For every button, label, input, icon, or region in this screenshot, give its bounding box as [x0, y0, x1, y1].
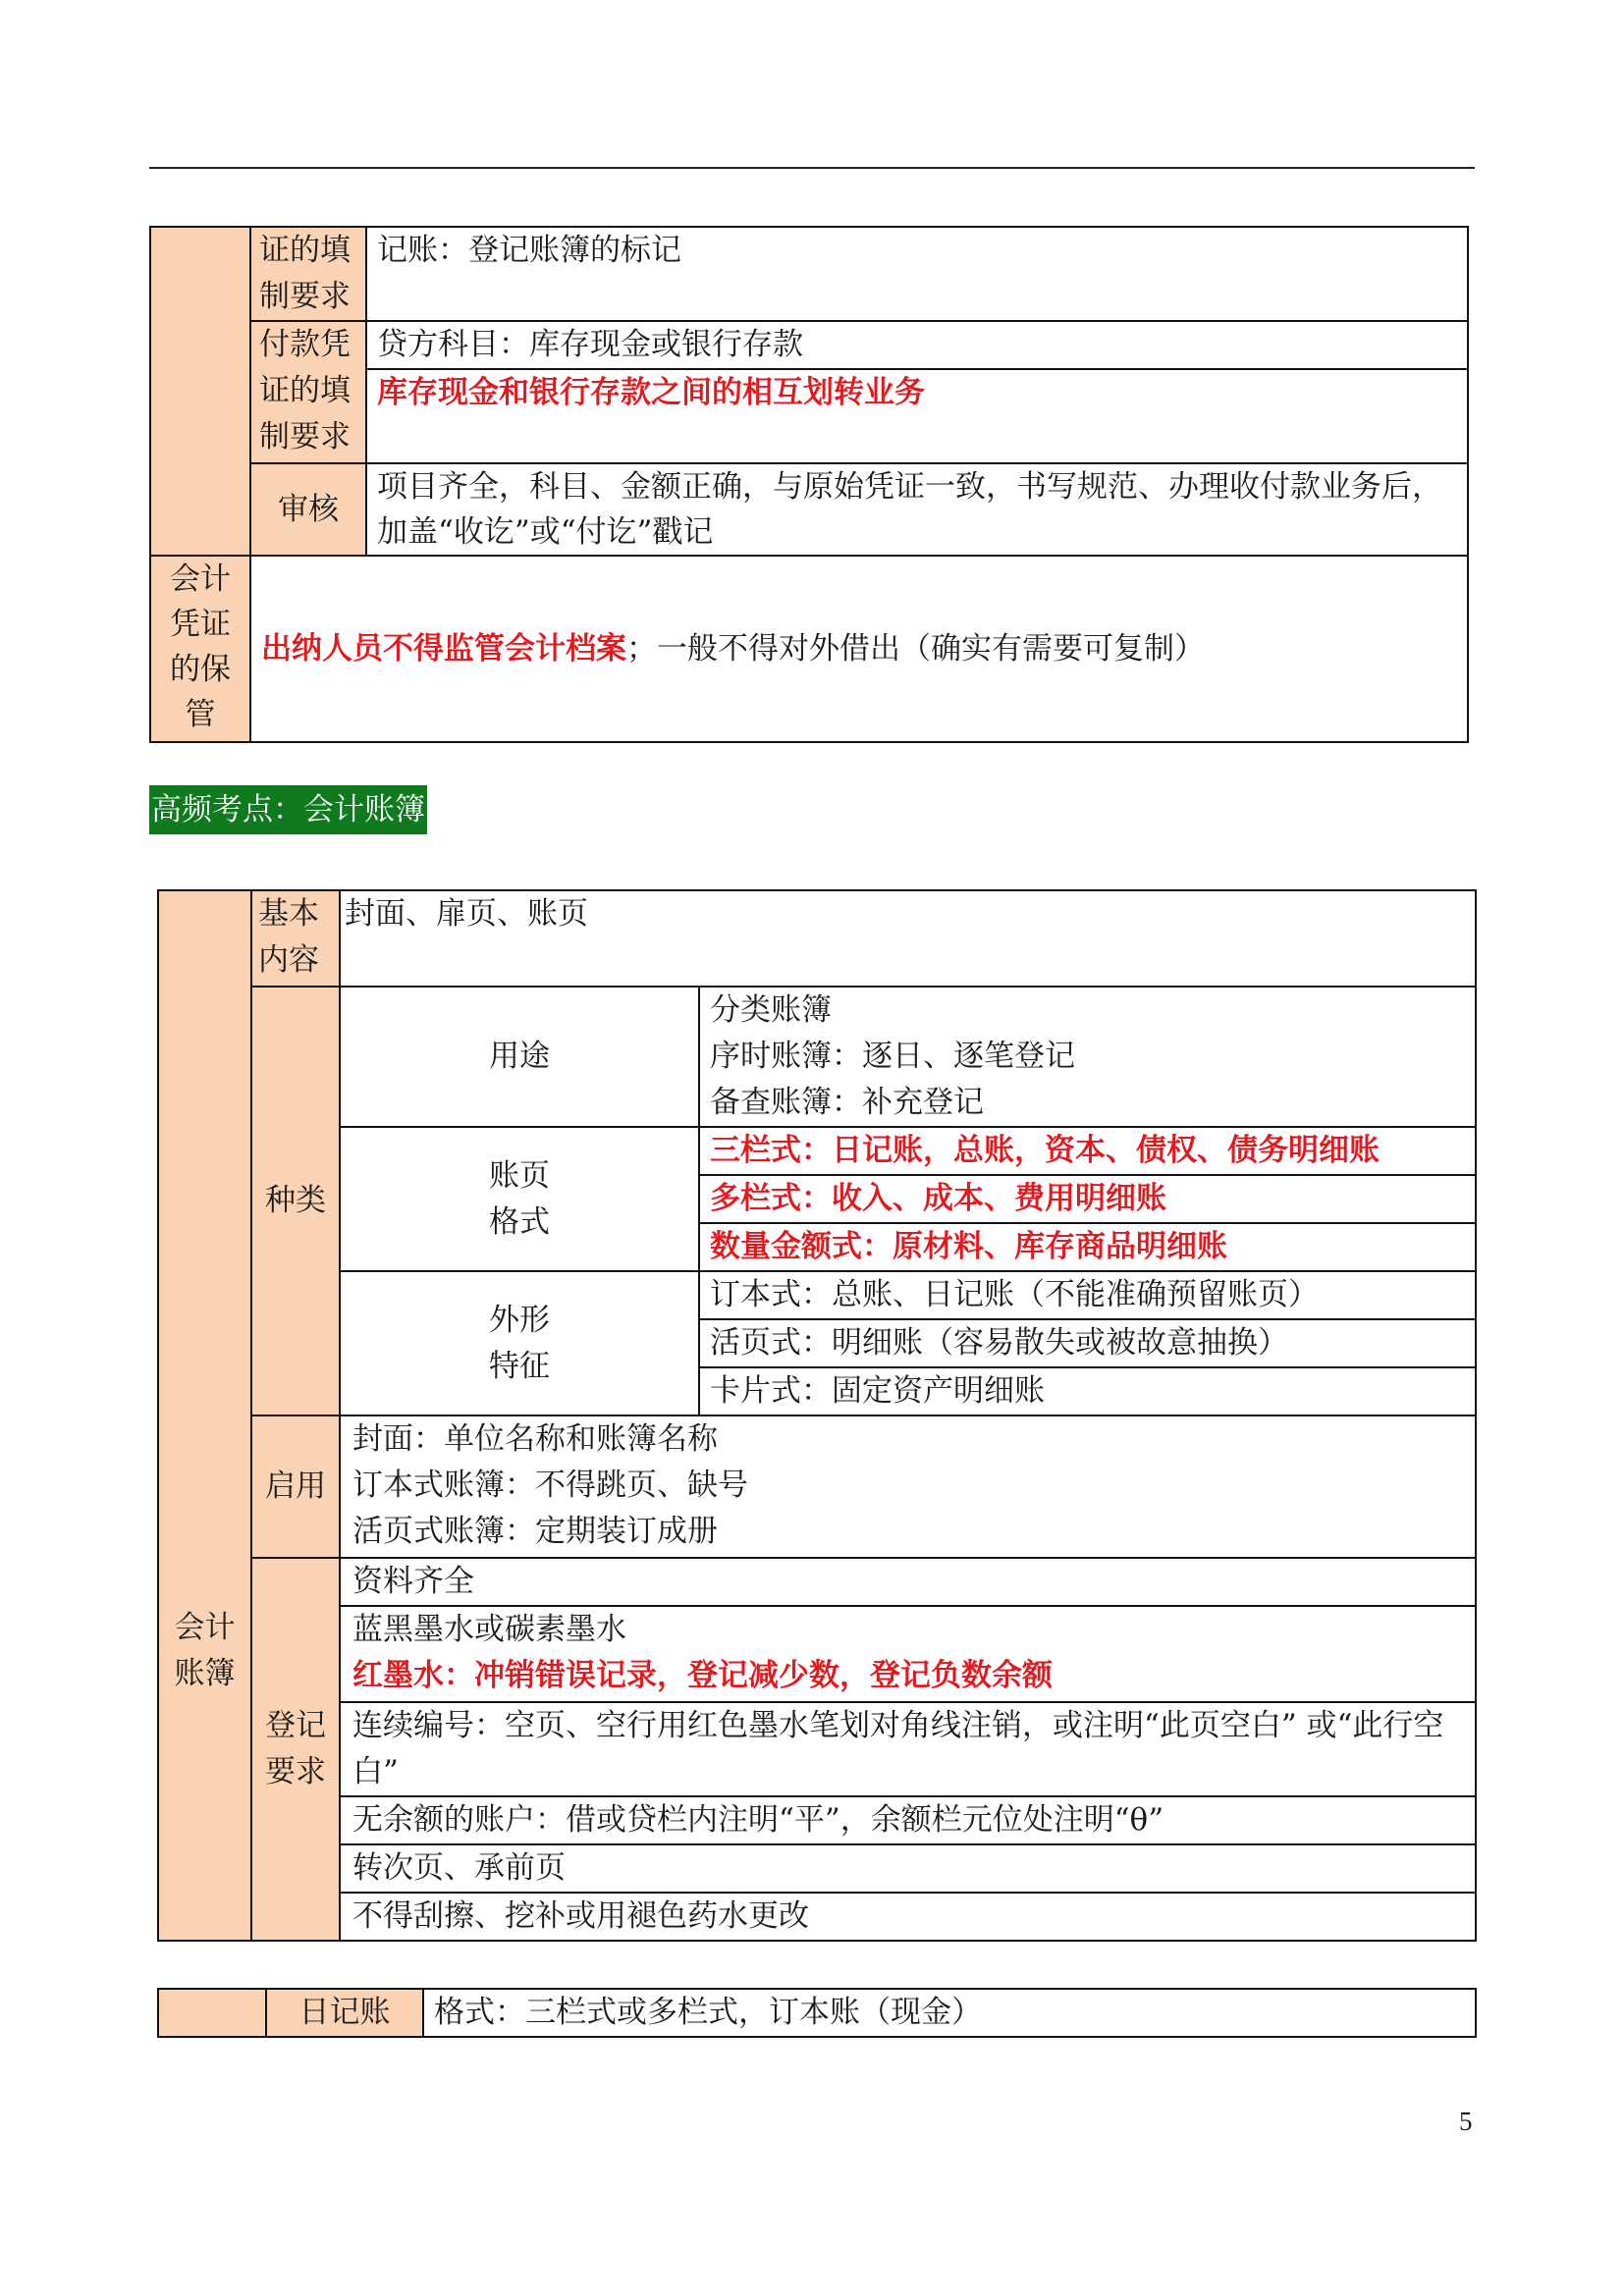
- voucher-storage-content: 出纳人员不得监管会计档案；一般不得对外借出（确实有需要可复制）: [250, 556, 1468, 742]
- audit-label: 审核: [250, 463, 366, 556]
- usage-item: 备查账簿：补充登记: [710, 1085, 984, 1120]
- usage-item: 分类账簿: [710, 992, 832, 1028]
- enable-items: [340, 1415, 1476, 1558]
- payment-voucher-credit: 贷方科目：库存现金或银行存款: [366, 321, 1468, 369]
- usage-item: 序时账簿：逐日、逐笔登记: [710, 1039, 1075, 1074]
- journal-label: 日记账: [266, 1989, 423, 2037]
- format-item: 数量金额式：原材料、库存商品明细账: [699, 1223, 1476, 1271]
- basic-content-value: 封面、扉页、账页: [340, 890, 1476, 987]
- receipt-voucher-content: 记账：登记账簿的标记: [366, 227, 1468, 321]
- ledger-table: [157, 889, 1477, 1942]
- voucher-table: [149, 226, 1469, 743]
- usage-label: 用途: [340, 987, 699, 1127]
- voucher-main-label-cell: [150, 227, 250, 556]
- voucher-storage-label: 会计 凭证 的保 管: [150, 556, 250, 742]
- record-item-ink: 蓝黑墨水或碳素墨水 红墨水：冲销错误记录，登记减少数，登记负数余额: [340, 1606, 1476, 1702]
- basic-content-label: 基本 内容: [251, 890, 340, 987]
- journal-blank-cell: [158, 1989, 266, 2037]
- journal-content: 格式：三栏式或多栏式，订本账（现金）: [423, 1989, 1476, 2037]
- ledger-main-label: 会计 账簿: [158, 890, 251, 1941]
- page-number: 5: [1459, 2107, 1473, 2136]
- payment-voucher-label: 付款凭 证的填 制要求: [250, 321, 366, 463]
- journal-table: [157, 1988, 1477, 2038]
- enable-label: 启用: [251, 1415, 340, 1558]
- audit-content: 项目齐全，科目、金额正确，与原始凭证一致，书写规范、办理收付款业务后，加盖“收讫”或“付讫”戳记: [366, 463, 1468, 556]
- appearance-item: 订本式：总账、日记账（不能准确预留账页）: [699, 1271, 1476, 1319]
- record-label: 登记 要求: [251, 1558, 340, 1941]
- appearance-label: 外形 特征: [340, 1271, 699, 1415]
- record-item: 连续编号：空页、空行用红色墨水笔划对角线注销，或注明“此页空白” 或“此行空白”: [340, 1702, 1476, 1796]
- format-item: 多栏式：收入、成本、费用明细账: [699, 1175, 1476, 1223]
- format-item: 三栏式：日记账，总账，资本、债权、债务明细账: [699, 1127, 1476, 1175]
- payment-voucher-transfer: 库存现金和银行存款之间的相互划转业务: [366, 369, 1468, 463]
- enable-item: 订本式账簿：不得跳页、缺号: [352, 1468, 748, 1503]
- record-item: 转次页、承前页: [340, 1844, 1476, 1893]
- record-item: 资料齐全: [340, 1558, 1476, 1606]
- record-item: 无余额的账户：借或贷栏内注明“平”，余额栏元位处注明“θ”: [340, 1796, 1476, 1844]
- record-item: 不得刮擦、挖补或用褪色药水更改: [340, 1893, 1476, 1941]
- types-label: 种类: [251, 987, 340, 1415]
- appearance-item: 活页式：明细账（容易散失或被故意抽换）: [699, 1319, 1476, 1367]
- enable-item: 活页式账簿：定期装订成册: [352, 1514, 718, 1549]
- appearance-item: 卡片式：固定资产明细账: [699, 1367, 1476, 1415]
- header-rule: [149, 167, 1475, 169]
- enable-item: 封面：单位名称和账簿名称: [352, 1421, 718, 1457]
- section-title: 高频考点：会计账簿: [149, 785, 427, 834]
- receipt-voucher-label: 证的填 制要求: [250, 227, 366, 321]
- format-label: 账页 格式: [340, 1127, 699, 1271]
- usage-items: [699, 987, 1476, 1127]
